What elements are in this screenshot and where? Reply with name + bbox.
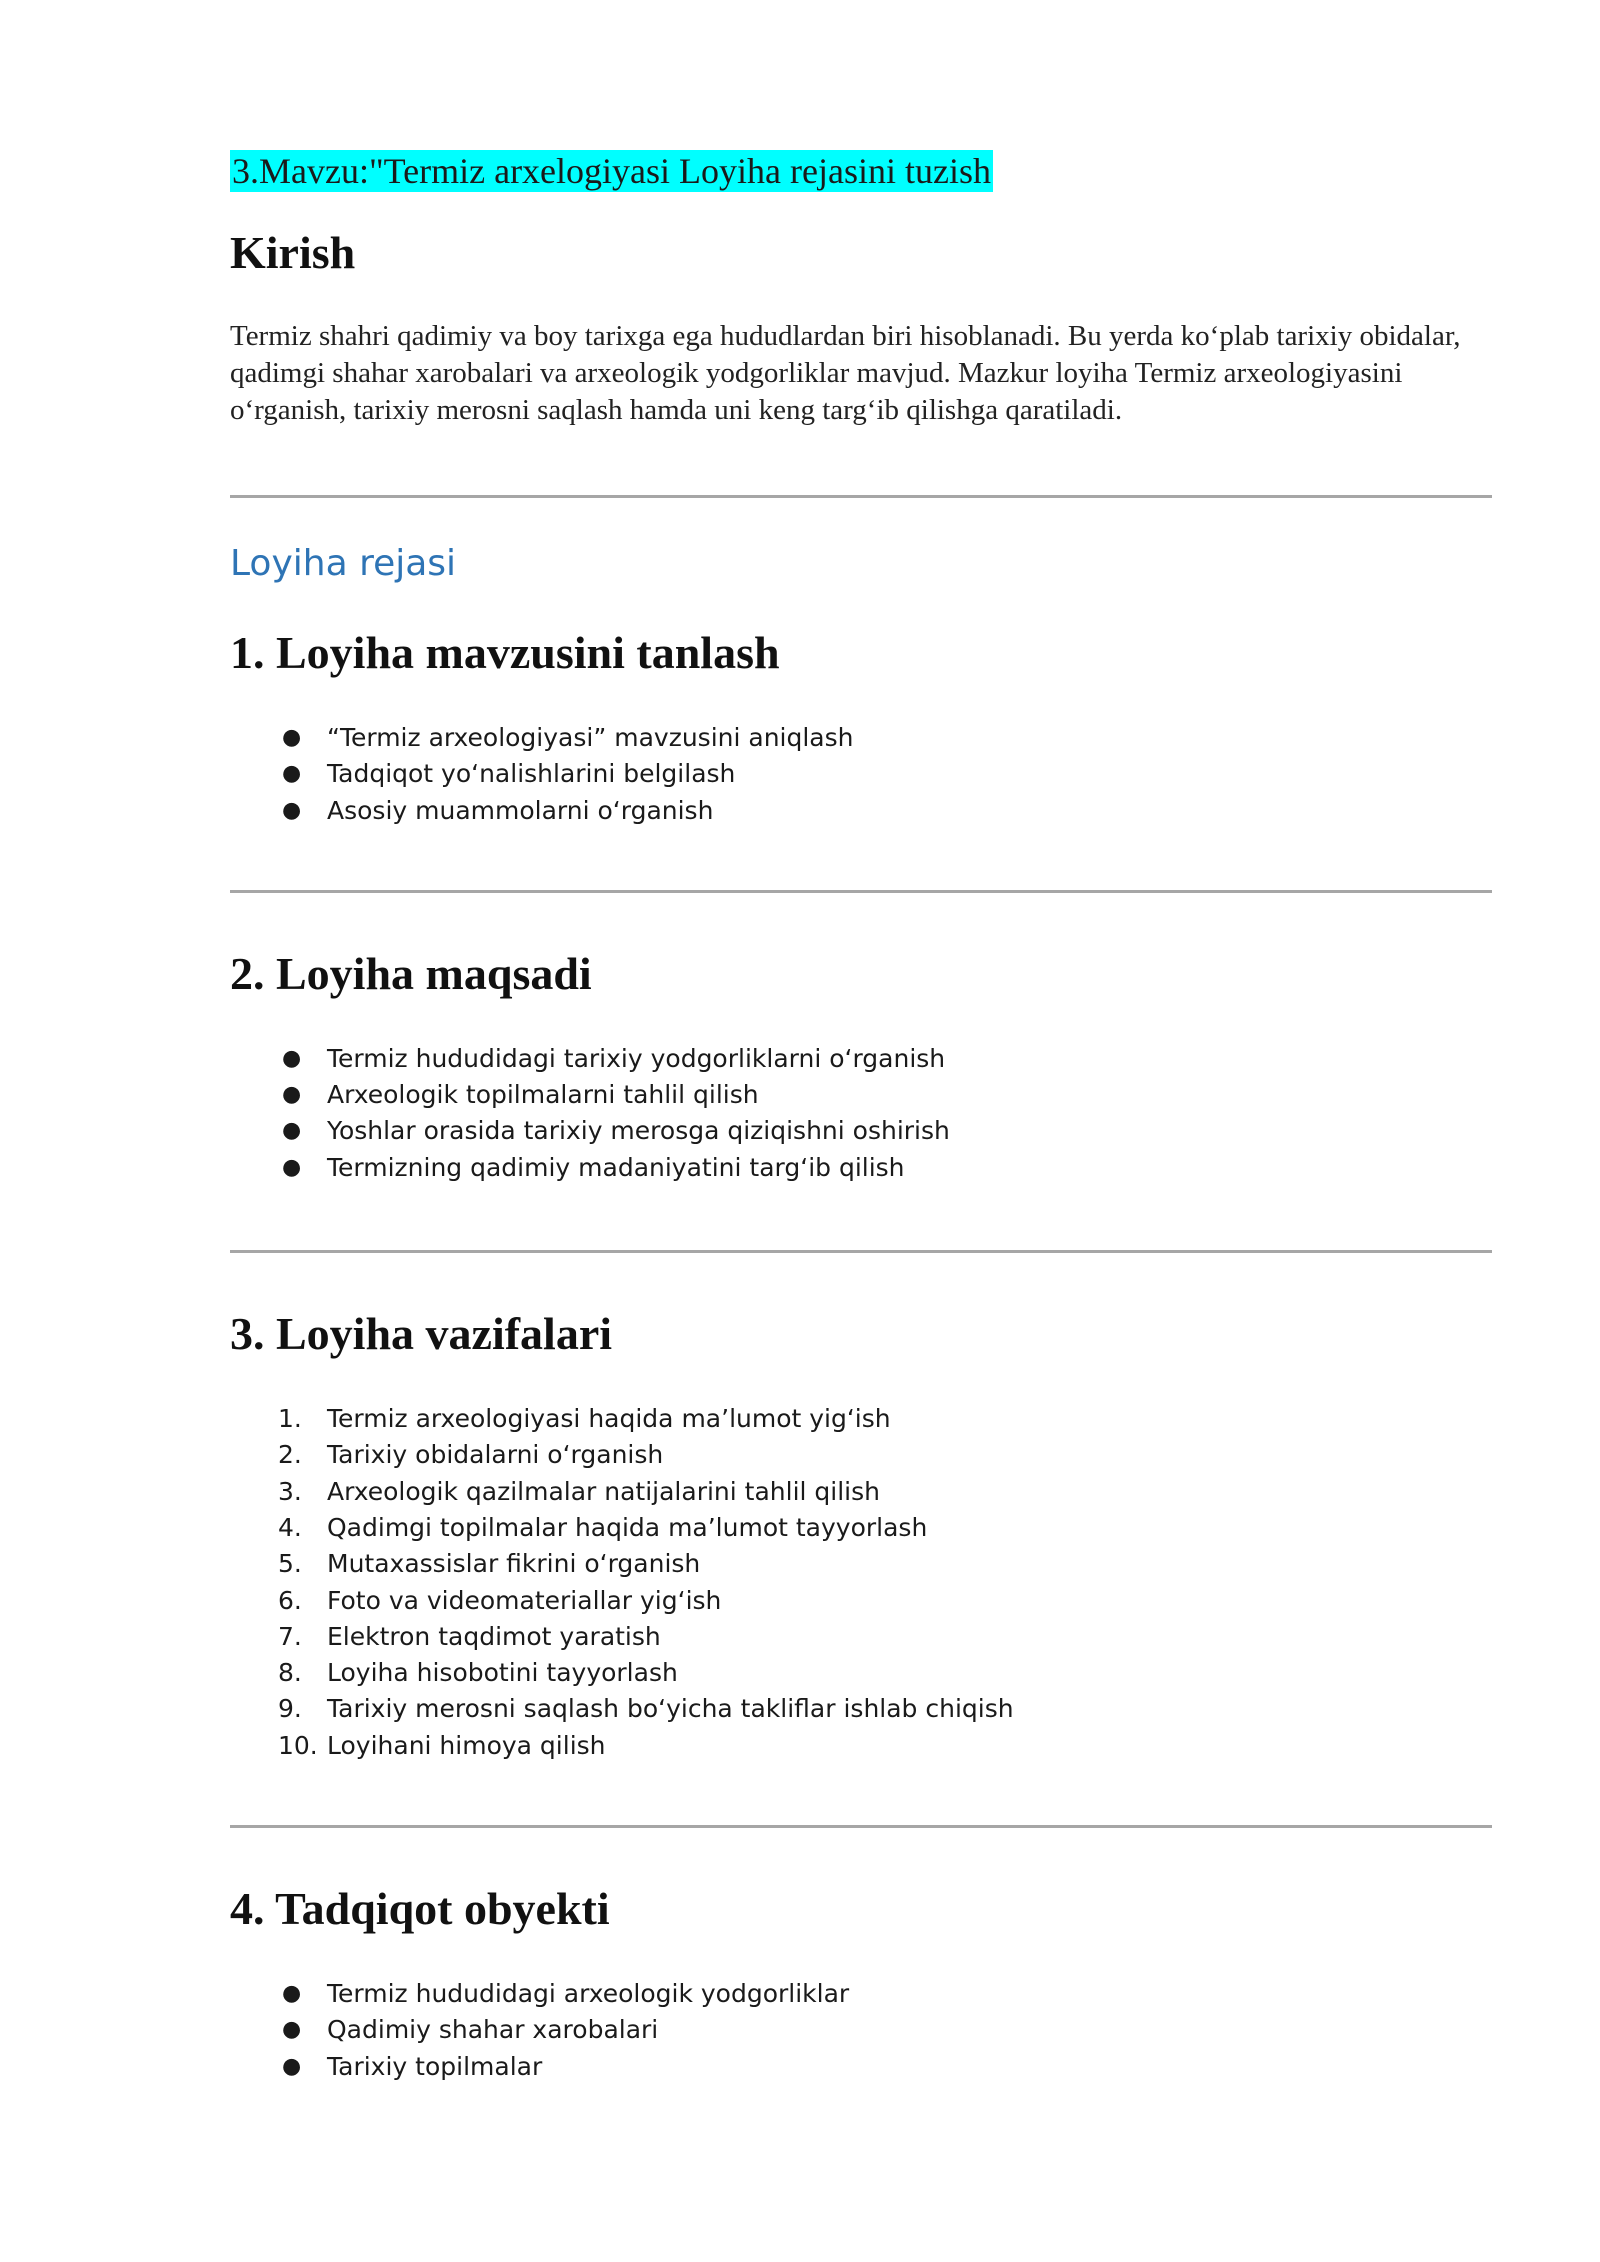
list-number: 9. bbox=[278, 1694, 302, 1724]
bullet-icon: ● bbox=[282, 1154, 302, 1180]
list-item-text: Termiz arxeologiyasi haqida ma’lumot yig‘ish bbox=[327, 1404, 891, 1434]
list-item-text: Termiz hududidagi tarixiy yodgorliklarni o‘rganish bbox=[327, 1043, 946, 1073]
list-item bbox=[230, 720, 1492, 756]
list-item bbox=[230, 1113, 1492, 1149]
horizontal-rule bbox=[230, 1825, 1492, 1828]
list-item-text: Asosiy muammolarni o‘rganish bbox=[327, 795, 714, 825]
topic-line bbox=[230, 150, 1492, 192]
list-number: 4. bbox=[278, 1512, 302, 1542]
plan-heading: Loyiha rejasi bbox=[230, 543, 457, 584]
list-item-text: Qadimiy shahar xarobalari bbox=[327, 2015, 659, 2045]
list-item bbox=[230, 1437, 1492, 1473]
list-item bbox=[230, 1728, 1492, 1764]
bullet-icon: ● bbox=[282, 2017, 302, 2043]
bullet-icon: ● bbox=[282, 797, 302, 823]
list-item bbox=[230, 1150, 1492, 1186]
list-item-text: “Termiz arxeologiyasi” mavzusini aniqlash bbox=[327, 723, 854, 752]
list-number: 1. bbox=[278, 1404, 302, 1434]
list-item-text: Loyihani himoya qilish bbox=[327, 1730, 606, 1760]
list-item-text: Arxeologik topilmalarni tahlil qilish bbox=[327, 1080, 759, 1110]
list-number: 8. bbox=[278, 1658, 302, 1688]
list-item-text: Termizning qadimiy madaniyatini targ‘ib qilish bbox=[327, 1152, 905, 1182]
list-item-text: Yoshlar orasida tarixiy merosga qiziqishni oshirish bbox=[327, 1116, 950, 1146]
list-item bbox=[230, 1041, 1492, 1077]
list-item bbox=[230, 1655, 1492, 1691]
topic-highlight: 3.Mavzu:"Termiz arxelogiyasi Loyiha rejasini tuzish bbox=[232, 151, 991, 191]
bullet-icon: ● bbox=[282, 1118, 302, 1144]
bullet-icon: ● bbox=[282, 761, 302, 787]
horizontal-rule bbox=[230, 890, 1492, 893]
section-title: 1. Loyiha mavzusini tanlash bbox=[230, 627, 780, 678]
intro-paragraph: Termiz shahri qadimiy va boy tarixga ega hududlardan biri hisoblanadi. Bu yerda ko‘plab tarixiy obidalar, qadimgi shahar xarobalari va arxeologik yodgorliklar mavjud. Mazkur loyiha Termiz arxeologiyasini o‘rganish, tarixiy merosni saqlash hamda uni keng targ‘ib qilishga qaratiladi. bbox=[230, 320, 1461, 426]
list-item bbox=[230, 1510, 1492, 1546]
list-number: 6. bbox=[278, 1585, 302, 1615]
list-number: 10. bbox=[278, 1730, 318, 1760]
list-item bbox=[230, 1691, 1492, 1727]
bullet-icon: ● bbox=[282, 725, 302, 750]
horizontal-rule bbox=[230, 495, 1492, 498]
list-item bbox=[230, 2012, 1492, 2048]
section-title: 2. Loyiha maqsadi bbox=[230, 947, 592, 999]
list-item-text: Tarixiy topilmalar bbox=[327, 2051, 543, 2081]
list-item bbox=[230, 2049, 1492, 2085]
list-number: 5. bbox=[278, 1549, 302, 1579]
horizontal-rule bbox=[230, 1250, 1492, 1253]
list-item bbox=[230, 1474, 1492, 1510]
list-item-text: Tarixiy obidalarni o‘rganish bbox=[327, 1440, 664, 1470]
bullet-icon: ● bbox=[282, 2053, 302, 2079]
list-item bbox=[230, 1583, 1492, 1619]
list-number: 3. bbox=[278, 1476, 302, 1506]
list-item bbox=[230, 1546, 1492, 1582]
list-item bbox=[230, 1401, 1492, 1437]
bullet-icon: ● bbox=[282, 1981, 302, 2007]
list-item bbox=[230, 1077, 1492, 1113]
numbered-list bbox=[230, 1401, 1492, 1764]
list-item-text: Tadqiqot yo‘nalishlarini belgilash bbox=[327, 759, 736, 789]
section-title: 3. Loyiha vazifalari bbox=[230, 1308, 613, 1360]
list-number: 2. bbox=[278, 1440, 302, 1470]
list-number: 7. bbox=[278, 1621, 302, 1651]
bullet-icon: ● bbox=[282, 1082, 302, 1108]
bullet-list bbox=[230, 1976, 1492, 2085]
list-item-text: Loyiha hisobotini tayyorlash bbox=[327, 1658, 678, 1688]
list-item-text: Termiz hududidagi arxeologik yodgorliklar bbox=[327, 1979, 850, 2009]
list-item-text: Tarixiy merosni saqlash bo‘yicha takliflar ishlab chiqish bbox=[327, 1694, 1014, 1724]
list-item bbox=[230, 756, 1492, 792]
document-page bbox=[230, 150, 1492, 2085]
list-item-text: Qadimgi topilmalar haqida ma’lumot tayyorlash bbox=[327, 1512, 928, 1542]
intro-title: Kirish bbox=[230, 227, 356, 278]
list-item-text: Mutaxassislar fikrini o‘rganish bbox=[327, 1549, 701, 1579]
list-item bbox=[230, 1619, 1492, 1655]
list-item bbox=[230, 793, 1492, 829]
list-item-text: Arxeologik qazilmalar natijalarini tahlil qilish bbox=[327, 1476, 880, 1506]
list-item-text: Elektron taqdimot yaratish bbox=[327, 1621, 661, 1651]
list-item-text: Foto va videomateriallar yig‘ish bbox=[327, 1585, 722, 1615]
bullet-list bbox=[230, 720, 1492, 829]
list-item bbox=[230, 1976, 1492, 2012]
bullet-list bbox=[230, 1041, 1492, 1186]
bullet-icon: ● bbox=[282, 1045, 302, 1071]
section-title: 4. Tadqiqot obyekti bbox=[230, 1883, 610, 1935]
